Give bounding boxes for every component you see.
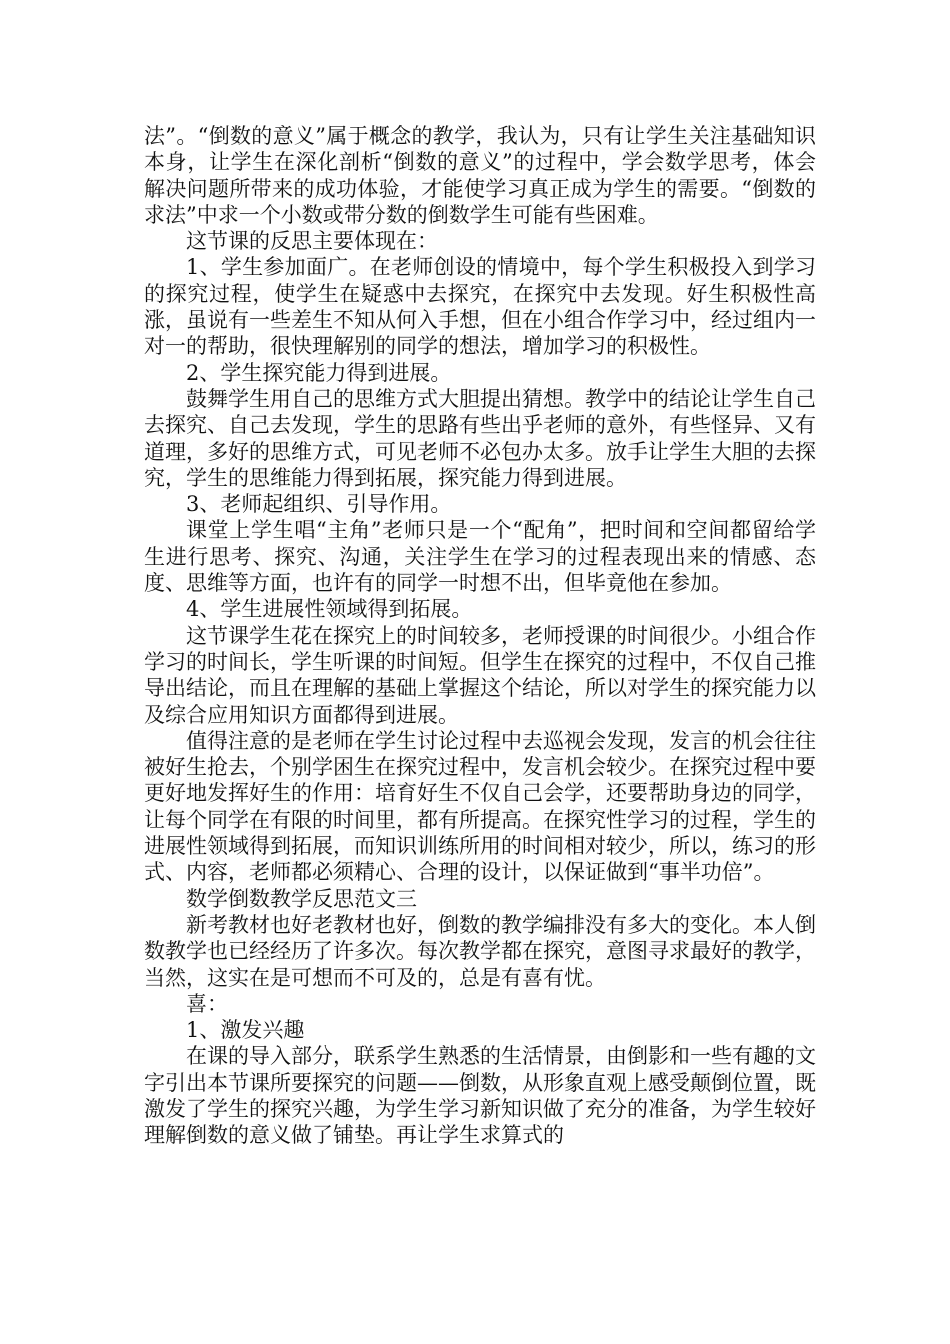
paragraph: 1、激发兴趣 xyxy=(186,1018,305,1043)
paragraph: 喜： xyxy=(186,991,228,1016)
paragraph-continuation: 法”。“倒数的意义”属于概念的教学，我认为，只有让学生关注基础知识本身，让学生在深化剖析“倒数的意义”的过程中，学会数学思考，体会解决问题所带来的成功体验，才能使学习真正成为学生的需要。“倒数的求法”中求一个小数或带分数的倒数学生可能有些困难。 xyxy=(144,124,816,227)
paragraph: 2、学生探究能力得到进展。 xyxy=(186,360,452,385)
paragraph: 课堂上学生唱“主角”老师只是一个“配角”，把时间和空间都留给学生进行思考、探究、沟通，关注学生在学习的过程表现出来的情感、态度、思维等方面，也许有的同学一时想不出，但毕竟他在参加。 xyxy=(144,518,816,596)
paragraph: 值得注意的是老师在学生讨论过程中去巡视会发现，发言的机会往往被好生抢去，个别学困生在探究过程中，发言机会较少。在探究过程中要更好地发挥好生的作用：培育好生不仅自己会学，还要帮助身边的同学，让每个同学在有限的时间里，都有所提高。在探究性学习的过程，学生的进展性领域得到拓展，而知识训练所用的时间相对较少，所以，练习的形式、内容，老师都必须精心、合理的设计，以保证做到“事半功倍”。 xyxy=(144,728,816,885)
paragraph: 这节课学生花在探究上的时间较多，老师授课的时间很少。小组合作学习的时间长，学生听课的时间短。但学生在探究的过程中，不仅自己推导出结论，而且在理解的基础上掌握这个结论，所以对学生的探究能力以及综合应用知识方面都得到进展。 xyxy=(144,623,816,727)
section-heading: 数学倒数教学反思范文三 xyxy=(186,886,417,911)
paragraph: 新考教材也好老教材也好，倒数的教学编排没有多大的变化。本人倒数教学也已经经历了许多次。每次教学都在探究，意图寻求最好的教学，当然，这实在是可想而不可及的，总是有喜有忧。 xyxy=(144,912,816,990)
paragraph: 这节课的反思主要体现在： xyxy=(186,229,438,254)
paragraph: 鼓舞学生用自己的思维方式大胆提出猜想。教学中的结论让学生自己去探究、自己去发现，学生的思路有些出乎老师的意外，有些怪异、又有道理，多好的思维方式，可见老师不必包办太多。放手让学生大胆的去探究，学生的思维能力得到拓展，探究能力得到进展。 xyxy=(144,386,816,490)
document-body xyxy=(144,123,816,1149)
paragraph: 1、学生参加面广。在老师创设的情境中，每个学生积极投入到学习的探究过程，使学生在疑惑中去探究，在探究中去发现。好生积极性高涨，虽说有一些差生不知从何入手想，但在小组合作学习中，经过组内一对一的帮助，很快理解别的同学的想法，增加学习的积极性。 xyxy=(144,255,816,359)
paragraph: 4、学生进展性领域得到拓展。 xyxy=(186,597,473,622)
paragraph: 在课的导入部分，联系学生熟悉的生活情景，由倒影和一些有趣的文字引出本节课所要探究的问题——倒数，从形象直观上感受颠倒位置，既激发了学生的探究兴趣，为学生学习新知识做了充分的准备，为学生较好理解倒数的意义做了铺垫。再让学生求算式的 xyxy=(144,1044,816,1148)
paragraph: 3、老师起组织、引导作用。 xyxy=(186,492,452,517)
